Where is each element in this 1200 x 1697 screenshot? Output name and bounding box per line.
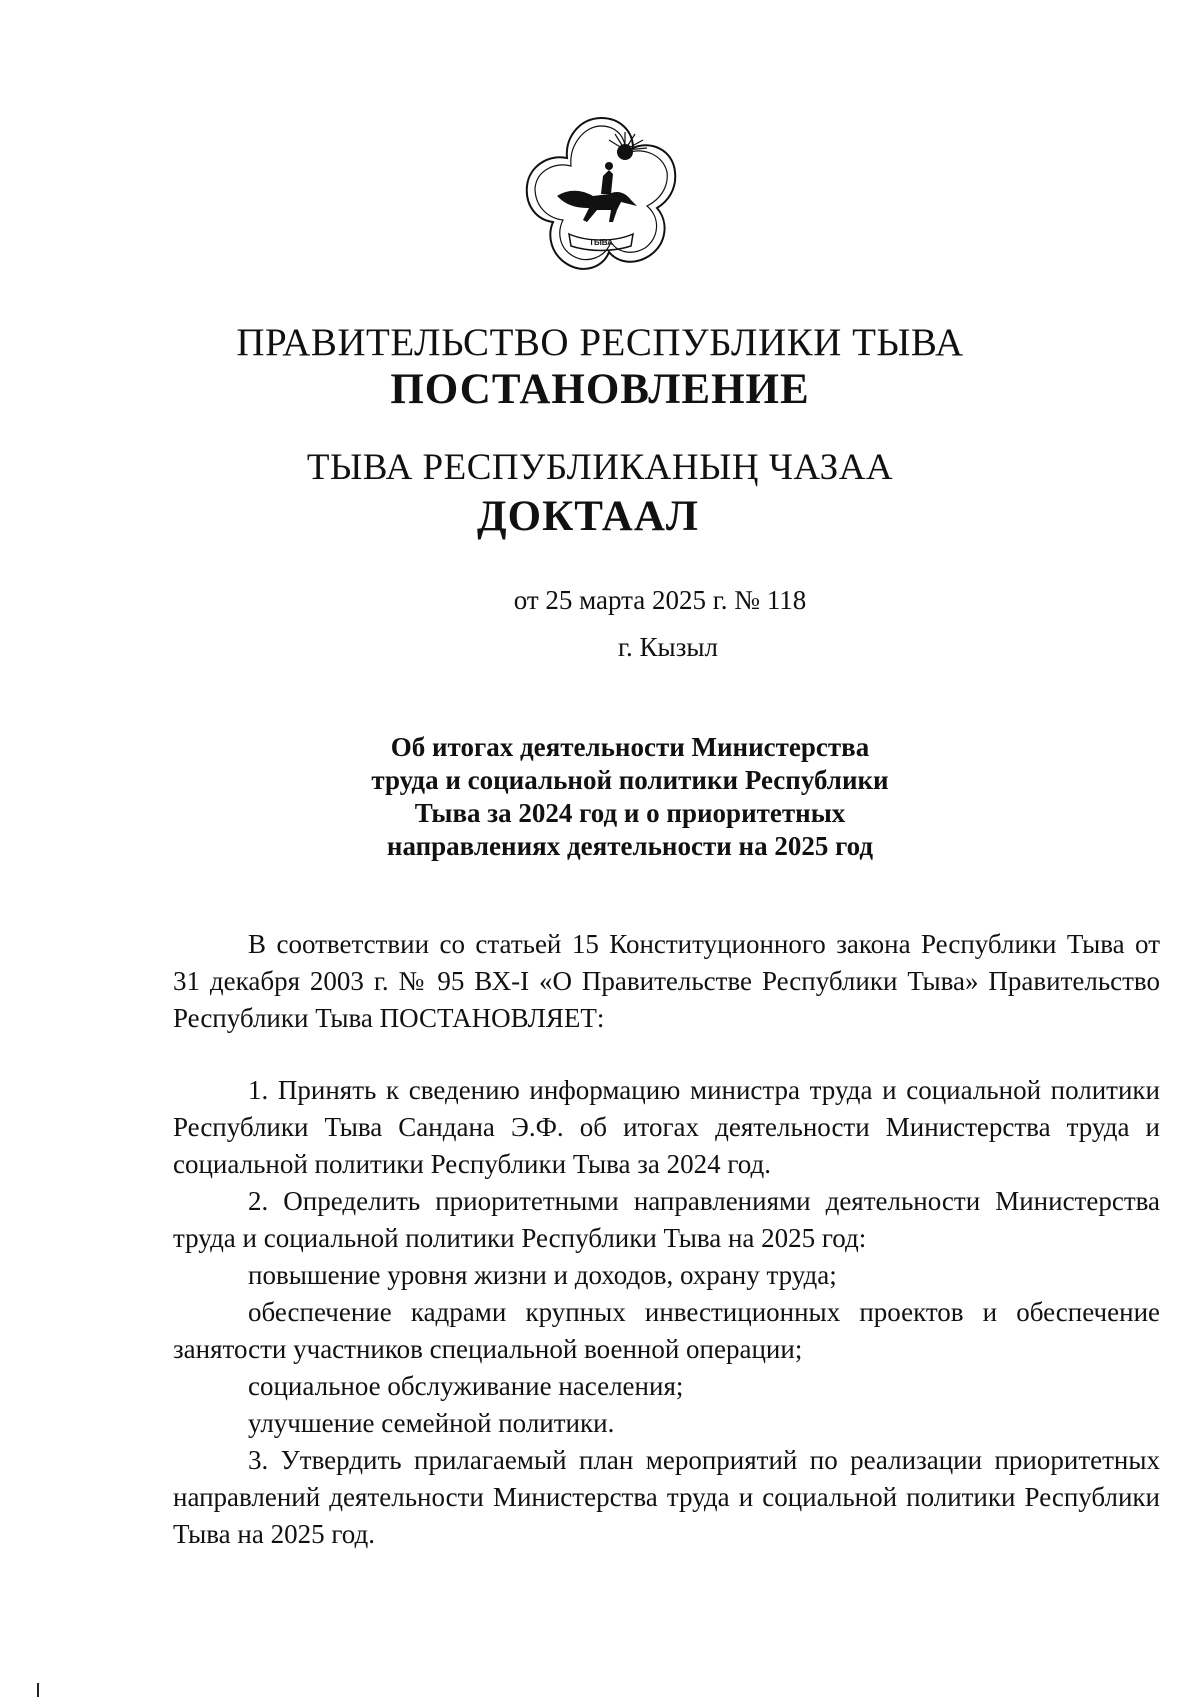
item-2-sub: обеспечение кадрами крупных инвестиционных проектов и обеспечение занятости участников специальной военной операции; — [173, 1297, 1160, 1364]
org-name-tyv: ТЫВА РЕСПУБЛИКАНЫҢ ЧАЗАА — [306, 447, 894, 488]
preamble-paragraph: В соответствии со статьей 15 Конституционного закона Республики Тыва от 31 декабря 2003 г. № 95 ВХ-I «О Правительстве Республики Тыва» Правительство Республики Тыва ПОСТАНОВЛЯЕТ: — [173, 929, 1160, 1033]
org-name-ru: ПРАВИТЕЛЬСТВО РЕСПУБЛИКИ ТЫВА — [236, 321, 964, 364]
resolution-items — [173, 1072, 1160, 1553]
document-date-number: от 25 марта 2025 г. № 118 — [513, 585, 807, 615]
item-2-sub: улучшение семейной политики. — [248, 1408, 615, 1438]
item-2-sub: социальное обслуживание населения; — [248, 1371, 684, 1401]
scan-margin-mark — [37, 1683, 39, 1697]
document-type-tyv: ДОКТААЛ — [477, 493, 699, 540]
coat-of-arms-icon — [517, 110, 685, 278]
preamble — [173, 926, 1160, 1037]
emblem-inscription: ТЫВА — [589, 238, 613, 247]
item-2-sub: повышение уровня жизни и доходов, охрану труда; — [248, 1260, 837, 1290]
document-title — [330, 731, 930, 863]
title-line: Об итогах деятельности Министерства — [390, 732, 870, 762]
title-line: Тыва за 2024 год и о приоритетных — [414, 798, 846, 828]
document-type-ru: ПОСТАНОВЛЕНИЕ — [390, 366, 810, 413]
item-3: 3. Утвердить прилагаемый план мероприятий по реализации приоритетных направлений деятельности Министерства труда и социальной политики Республики Тыва на 2025 год. — [173, 1445, 1160, 1549]
item-1: 1. Принять к сведению информацию министра труда и социальной политики Республики Тыва Сандана Э.Ф. об итогах деятельности Министерства труда и социальной политики Республики Тыва за 2024 год. — [173, 1075, 1160, 1179]
item-2: 2. Определить приоритетными направлениями деятельности Министерства труда и социальной политики Республики Тыва на 2025 год: — [173, 1186, 1160, 1253]
document-city: г. Кызыл — [618, 632, 718, 662]
title-line: направлениях деятельности на 2025 год — [386, 831, 874, 861]
title-line: труда и социальной политики Республики — [371, 765, 889, 795]
